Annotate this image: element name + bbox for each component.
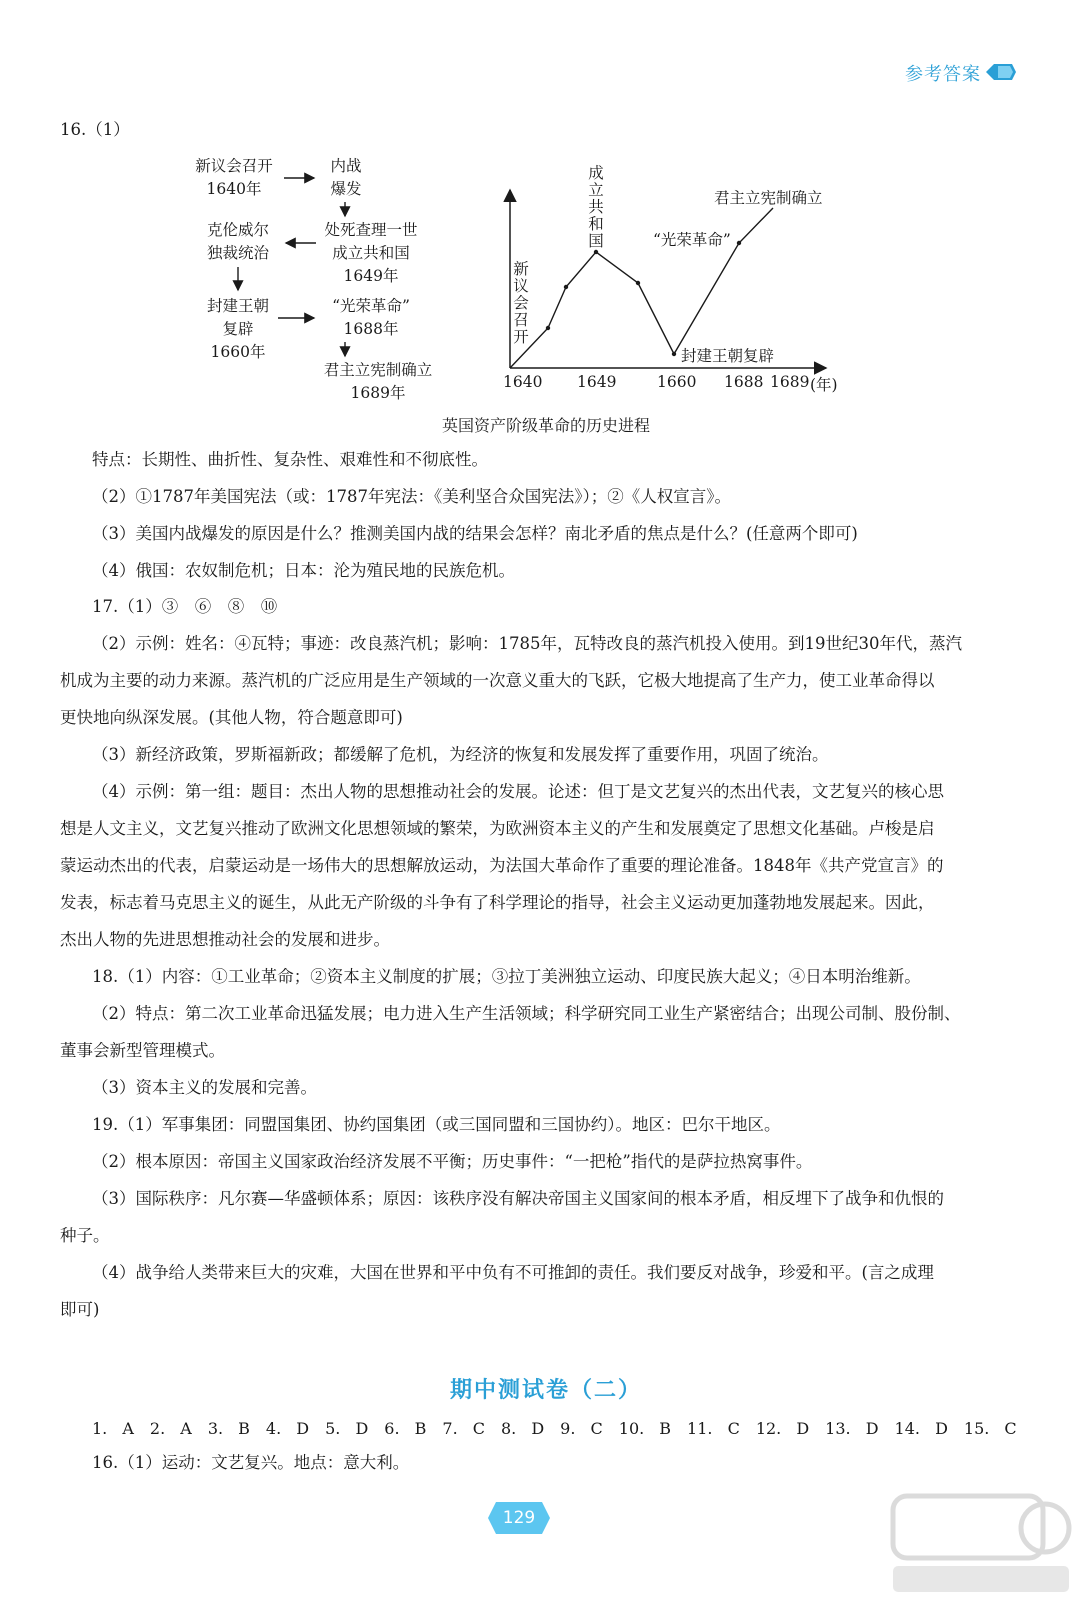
chart-label-peak: 成立共和国 [588, 164, 604, 250]
flow-node-text: 爆发 [330, 180, 362, 198]
text-line: （3）资本主义的发展和完善。 [92, 1078, 317, 1097]
text-line: （4）俄国：农奴制危机；日本：沦为殖民地的民族危机。 [92, 561, 515, 580]
flow-node-text: 处死查理一世 [324, 221, 418, 239]
watermark-logo-icon [885, 1488, 1075, 1598]
text-line: 杰出人物的先进思想推动社会的发展和进步。 [60, 930, 390, 949]
flow-node-text: “光荣革命” [332, 297, 410, 315]
flow-node-text: 君主立宪制确立 [323, 361, 433, 379]
text-line: （3）新经济政策，罗斯福新政；都缓解了危机，为经济的恢复和发展发挥了重要作用，巩固了统治。 [92, 745, 829, 764]
text-line: （2）①1787年美国宪法（或：1787年宪法：《美利坚合众国宪法》）；②《人权宣言》。 [92, 487, 731, 506]
q16-heading: 16.（1） [60, 120, 130, 139]
text-line: 种子。 [60, 1226, 110, 1245]
chart-label-start: 新议会召开 [513, 260, 529, 346]
chart-point [672, 352, 676, 356]
chart-point [564, 285, 568, 289]
chart-x-tick: 1660 [657, 373, 697, 391]
chart-label-low: 封建王朝复辟 [681, 347, 775, 365]
text-line: 19.（1）军事集团：同盟国集团、协约国集团（或三国同盟和三国协约）。地区：巴尔干地区。 [92, 1115, 781, 1134]
chart-point [636, 281, 640, 285]
flow-node-text: 新议会召开 [195, 157, 273, 175]
flow-node-year: 1688年 [343, 320, 399, 338]
text-line: （3）国际秩序：凡尔赛—华盛顿体系；原因：该秩序没有解决帝国主义国家间的根本矛盾，相反埋下了战争和仇恨的 [92, 1189, 944, 1208]
text-line: 即可) [60, 1300, 100, 1319]
chart-point [737, 241, 741, 245]
flow-node-year: 1660年 [210, 343, 266, 361]
flow-node-year: 1649年 [343, 267, 399, 285]
flow-node-text: 克伦威尔 [206, 221, 269, 239]
text-line: 18.（1）内容：①工业革命；②资本主义制度的扩展；③拉丁美洲独立运动、印度民族大起义；④日本明治维新。 [92, 967, 921, 986]
text-line: （2）示例：姓名：④瓦特；事迹：改良蒸汽机；影响：1785年，瓦特改良的蒸汽机投入使用。到19世纪30年代，蒸汽 [92, 634, 962, 653]
header-tab-icon [986, 63, 1016, 81]
text-line: （2）根本原因：帝国主义国家政治经济发展不平衡；历史事件：“一把枪”指代的是萨拉热窝事件。 [92, 1152, 813, 1171]
header-label: 参考答案 [905, 64, 981, 85]
text-line: （2）特点：第二次工业革命迅猛发展；电力进入生产生活领域；科学研究同工业生产紧密结合；出现公司制、股份制、 [92, 1004, 961, 1023]
diagram-caption: 英国资产阶级革命的历史进程 [441, 416, 650, 435]
text-line: 董事会新型管理模式。 [60, 1041, 225, 1060]
text-line: 更快地向纵深发展。(其他人物，符合题意即可) [60, 708, 403, 727]
flow-node-text: 成立共和国 [332, 244, 410, 262]
chart-point [594, 250, 598, 254]
text-line: 16.（1）运动：文艺复兴。地点：意大利。 [92, 1453, 410, 1472]
flow-node-text: 封建王朝 [206, 297, 269, 315]
flow-node-year: 1640年 [206, 180, 262, 198]
flow-node-text: 复辟 [222, 320, 254, 338]
text-line: 机成为主要的动力来源。蒸汽机的广泛应用是生产领域的一次意义重大的飞跃，它极大地提高了生产力，使工业革命得以 [60, 671, 935, 690]
flow-node-text: 独裁统治 [206, 244, 269, 262]
text-line: 发表，标志着马克思主义的诞生，从此无产阶级的斗争有了科学理论的指导，社会主义运动更加蓬勃地发展起来。因此， [60, 893, 935, 912]
flow-node-year: 1689年 [350, 384, 406, 402]
chart-x-tick: 1640 [503, 373, 543, 391]
text-line: （4）示例：第一组：题目：杰出人物的思想推动社会的发展。论述：但丁是文艺复兴的杰出代表，文艺复兴的核心思 [92, 782, 944, 801]
answer-key: 1. A 2. A 3. B 4. D 5. D 6. B 7. C 8. D 9. C 10. B 11. C 12. D 13. D 14. D 15. C [92, 1419, 1017, 1438]
chart-x-unit: (年) [810, 376, 838, 394]
section-title: 期中测试卷（二） [449, 1377, 642, 1403]
text-line: （3）美国内战爆发的原因是什么？推测美国内战的结果会怎样？南北矛盾的焦点是什么？(任意两个即可) [92, 524, 858, 543]
text-line: 蒙运动杰出的代表，启蒙运动是一场伟大的思想解放运动，为法国大革命作了重要的理论准备。1848年《共产党宣言》的 [60, 856, 944, 875]
text-line: 17.（1）③ ⑥ ⑧ ⑩ [92, 597, 278, 616]
chart-x-tick: 1688 [724, 373, 764, 391]
chart-label-end: 君主立宪制确立 [714, 189, 823, 207]
text-line: 特点：长期性、曲折性、复杂性、艰难性和不彻底性。 [92, 450, 488, 469]
page-number: 129 [502, 1508, 536, 1528]
chart-point [546, 326, 550, 330]
chart-x-tick: 1689 [770, 373, 810, 391]
text-line: （4）战争给人类带来巨大的灾难，大国在世界和平中负有不可推卸的责任。我们要反对战争，珍爱和平。(言之成理 [92, 1263, 934, 1282]
chart-label-glorious: “光荣革命” [653, 231, 731, 249]
text-line: 想是人文主义，文艺复兴推动了欧洲文化思想领域的繁荣，为欧洲资本主义的产生和发展奠定了思想文化基础。卢梭是启 [60, 819, 935, 838]
flow-node-text: 内战 [330, 157, 362, 175]
chart-x-tick: 1649 [577, 373, 617, 391]
